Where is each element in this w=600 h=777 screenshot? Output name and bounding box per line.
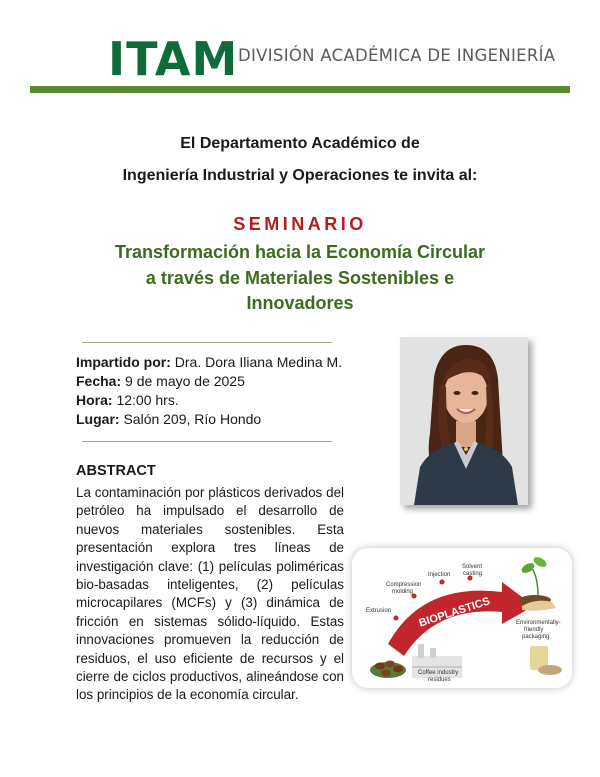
place-row — [76, 410, 261, 428]
event-type: SEMINARIO — [233, 214, 367, 234]
event-title-line-2: a través de Materiales Sostenibles e — [145, 268, 455, 288]
bioplastics-diagram — [352, 548, 572, 688]
speaker-row — [76, 353, 342, 371]
itam-logo: ITAM — [108, 32, 239, 86]
place-value: Salón 209, Río Hondo — [123, 411, 262, 427]
intro-line-1: El Departamento Académico de — [180, 135, 420, 152]
packaging-icon — [530, 646, 562, 675]
label-eco-2: friendly — [524, 627, 544, 633]
abstract-heading: ABSTRACT — [76, 463, 156, 479]
label-coffee-2: residues — [428, 677, 451, 683]
abstract-text: La contaminación por plásticos derivados del petróleo ha impulsado el desarrollo de nuevos materiales sostenibles. Esta presentación explora tres líneas de investigación clave: (1) películas poliméricas bio-basadas inteligentes, (2) películas microcapilares (MCFs) y (3) dinámica de fricción en sistemas sólido-líquido. Estas innovaciones promueven la reducción de residuos, el uso eficiente de recursos y el cierre de ciclos productivos, alineándose con los principios de la economía circular. — [76, 485, 344, 703]
division-name: DIVISIÓN ACADÉMICA DE INGENIERÍA — [238, 46, 556, 65]
label-eco-1: Environmentally- — [516, 620, 561, 626]
coffee-beans-icon — [370, 661, 406, 679]
label-eco-3: packaging — [522, 634, 550, 640]
event-title-line-1: Transformación hacia la Economía Circular — [114, 242, 486, 262]
time-value: 12:00 hrs. — [116, 392, 179, 408]
label-solvent-1: Solvent — [462, 564, 483, 570]
speaker-label: Impartido por: — [76, 354, 171, 370]
time-label: Hora: — [76, 392, 113, 408]
label-coffee-1: Coffee industry — [418, 670, 459, 676]
header-divider — [30, 86, 570, 93]
label-injection: Injection — [428, 572, 451, 578]
speaker-photo — [400, 337, 528, 505]
label-compression-1: Compression — [386, 582, 422, 588]
time-row — [76, 391, 179, 409]
intro-line-2: Ingeniería Industrial y Operaciones te invita al: — [122, 167, 478, 184]
details-divider-bottom — [82, 441, 332, 442]
details-divider-top — [82, 342, 332, 343]
event-title-line-3: Innovadores — [246, 293, 354, 313]
seedling-icon — [519, 555, 556, 611]
label-extrusion: Extrusion — [366, 608, 392, 614]
bioplastics-banner: BIOPLASTICS — [417, 595, 492, 630]
speaker-value: Dra. Dora Iliana Medina M. — [174, 354, 343, 370]
label-compression-2: molding — [392, 589, 414, 595]
label-solvent-2: casting — [463, 571, 483, 577]
place-label: Lugar: — [76, 411, 120, 427]
date-label: Fecha: — [76, 373, 122, 389]
date-row — [76, 372, 245, 390]
date-value: 9 de mayo de 2025 — [125, 373, 245, 389]
